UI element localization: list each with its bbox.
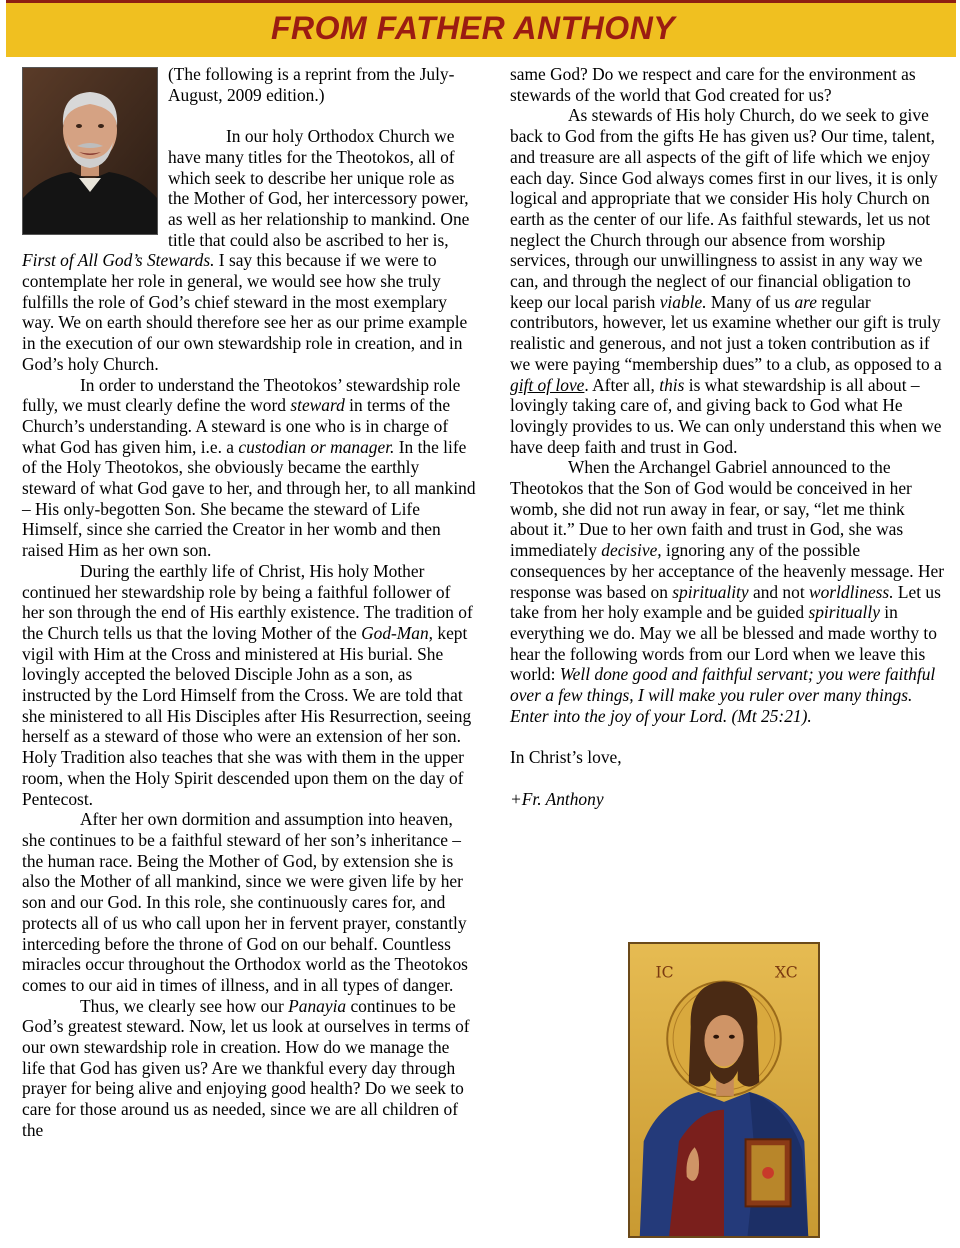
portrait-photo xyxy=(22,67,158,235)
paragraph: Thus, we clearly see how our Panayia continues to be God’s greatest steward. Now, let us look at ourselves in terms of our own stewardship role in creation. How do we manage the life that God has given us? Are we thankful every day through prayer for being alive and enjoying good health? Do we seek to care for those around us as needed, since we are all children of the xyxy=(22,995,470,1140)
icon-letters-left: IC xyxy=(655,962,674,982)
paragraph: same God? Do we respect and care for the environment as stewards of the world that God created for us? xyxy=(510,64,916,105)
icon-artwork xyxy=(630,944,818,1236)
left-column xyxy=(22,64,476,1141)
right-column xyxy=(510,64,946,809)
paragraph: In order to understand the Theotokos’ stewardship role fully, we must clearly define the word steward in terms of the Church’s understanding. A steward is one who is in charge of what God has given him, i.e. a custodian or manager. In the life of the Holy Theotokos, she obviously became the earthly steward of what God gave to her, and through her, to all mankind – His only-begotten Son. She became the steward of Life Himself, since she carried the Creator in her womb and then raised Him as her own son. xyxy=(22,374,476,561)
signature: +Fr. Anthony xyxy=(510,788,604,809)
header-banner xyxy=(6,0,956,57)
portrait-image xyxy=(23,68,157,234)
page-title: FROM FATHER ANTHONY xyxy=(271,10,676,46)
christ-icon-image xyxy=(628,942,820,1238)
reprint-note: (The following is a reprint from the July-August, 2009 edition.) xyxy=(168,64,455,105)
icon-letters-right: XC xyxy=(774,962,798,982)
closing: In Christ’s love, xyxy=(510,747,622,768)
paragraph: During the earthly life of Christ, His holy Mother continued her stewardship role by being a faithful follower of her son through the end of His earthly existence. The tradition of the Church tells us that the loving Mother of the God-Man, kept vigil with Him at the Cross and ministered at His burial. She lovingly accepted the beloved Disciple John as a son, as instructed by the Lord Himself from the Cross. We are told that she ministered to all His Disciples after His Resurrection, seeing herself as a steward of those who were an extension of her son. Holy Tradition also teaches that she was with them in the upper room, when the Holy Spirit descended upon them on the day of Pentecost. xyxy=(22,560,473,809)
paragraph: In our holy Orthodox Church we have many titles for the Theotokos, all of which seek to describe her unique role as the Mother of God, her intercessory power, as well as her relationship to mankind. One title that could also be ascribed to her is, First of All God’s Stewards. I say this because if we were to contemplate her role in general, we would see how she truly fulfills the role of God’s chief steward in the most exemplary way. We on earth should therefore see her as our prime example in the execution of our own stewardship role in creation, and in God’s holy Church. xyxy=(22,126,470,374)
paragraph: As stewards of His holy Church, do we seek to give back to God from the gifts He has given us? Our time, talent, and treasure are all aspects of the gift of life which we enjoy each day. Since God always comes first in our lives, it is only logical and appropriate that we consider His holy Church on earth as the center of our life. As faithful stewards, let us not neglect the Church through our absence from worship services, through our unwillingness to assist in any way we can, and through the neglect of our financial obligation to keep our local parish viable. Many of us are regular contributors, however, let us examine whether our gift is truly realistic and generous, and not just a token contribution as if we were paying “membership dues” to a club, as opposed to a gift of love. After all, this is what stewardship is all about – lovingly taking care of, and giving back to God what He lovingly provides to us. We can only understand this when we have deep faith and trust in God. xyxy=(510,105,942,457)
paragraph: When the Archangel Gabriel announced to the Theotokos that the Son of God would be conceived in her womb, she did not run away in fear, or say, “let me think about it.” Due to her own faith and trust in God, she was immediately decisive, ignoring any of the possible consequences by her acceptance of the heavenly message. Her response was based on spirituality and not worldliness. Let us take from her holy example and be guided spiritually in everything we do. May we all be blessed and made worthy to hear the following words from our Lord when we leave this world: Well done good and faithful servant; you were faithful over a few things, I will make you ruler over many things. Enter into the joy of your Lord. (Mt 25:21). xyxy=(510,457,945,726)
paragraph: After her own dormition and assumption into heaven, she continues to be a faithful steward of her son’s inheritance – the human race. Being the Mother of God, by extension she is also the Mother of all mankind, since we were given life by her son and our God. In this role, she continuously cares for, and protects all of us who call upon her in fervent prayer, constantly interceding before the throne of God on our behalf. Countless miracles occur throughout the Orthodox world as the Theotokos comes to our aid in times of illness, and in all types of danger. xyxy=(22,809,468,995)
